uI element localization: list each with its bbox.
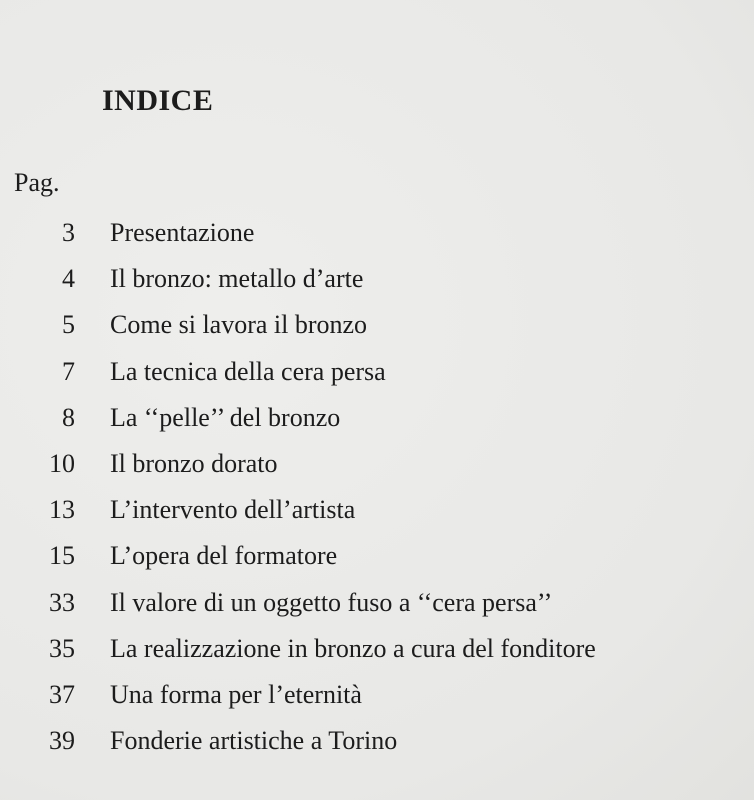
toc-page-number: 15 (49, 541, 75, 571)
toc-entry (0, 264, 754, 310)
toc-entry-title: Il valore di un oggetto fuso a ‘‘cera persa’’ (110, 587, 553, 617)
toc-entry-title: Come si lavora il bronzo (110, 310, 368, 340)
toc-entry (0, 495, 754, 541)
toc-entry (0, 357, 754, 403)
toc-page-number: 5 (62, 310, 75, 340)
toc-page-number: 8 (62, 402, 75, 432)
toc-entry-title: L’opera del formatore (110, 541, 338, 571)
table-of-contents (0, 218, 754, 772)
toc-page-number: 10 (49, 448, 75, 478)
toc-entry-title: La ‘‘pelle’’ del bronzo (110, 402, 341, 432)
toc-page-number: 35 (49, 633, 75, 663)
toc-entry (0, 403, 754, 449)
toc-page-number: 33 (49, 587, 75, 617)
toc-page-number: 4 (62, 264, 75, 294)
toc-entry-title: Una forma per l’eternità (110, 679, 362, 709)
toc-page-number: 3 (62, 218, 75, 247)
toc-entry-title: Fonderie artistiche a Torino (110, 726, 398, 756)
toc-entry-title: Presentazione (110, 218, 255, 247)
toc-entry (0, 680, 754, 726)
toc-entry-title: Il bronzo dorato (110, 448, 278, 478)
toc-entry (0, 310, 754, 356)
page-title: INDICE (102, 84, 214, 117)
toc-page-number: 7 (62, 356, 75, 386)
toc-page-number: 13 (49, 495, 75, 525)
toc-entry (0, 218, 754, 264)
toc-entry-title: La realizzazione in bronzo a cura del fonditore (110, 633, 596, 663)
toc-entry (0, 541, 754, 587)
toc-entry-title: Il bronzo: metallo d’arte (110, 264, 364, 294)
toc-entry (0, 634, 754, 680)
toc-entry (0, 449, 754, 495)
toc-entry (0, 588, 754, 634)
toc-entry (0, 726, 754, 772)
toc-entry-title: L’intervento dell’artista (110, 495, 356, 525)
toc-entry-title: La tecnica della cera persa (110, 356, 386, 386)
toc-page-number: 39 (49, 726, 75, 756)
page-column-label: Pag. (14, 168, 60, 197)
toc-page-number: 37 (49, 679, 75, 709)
